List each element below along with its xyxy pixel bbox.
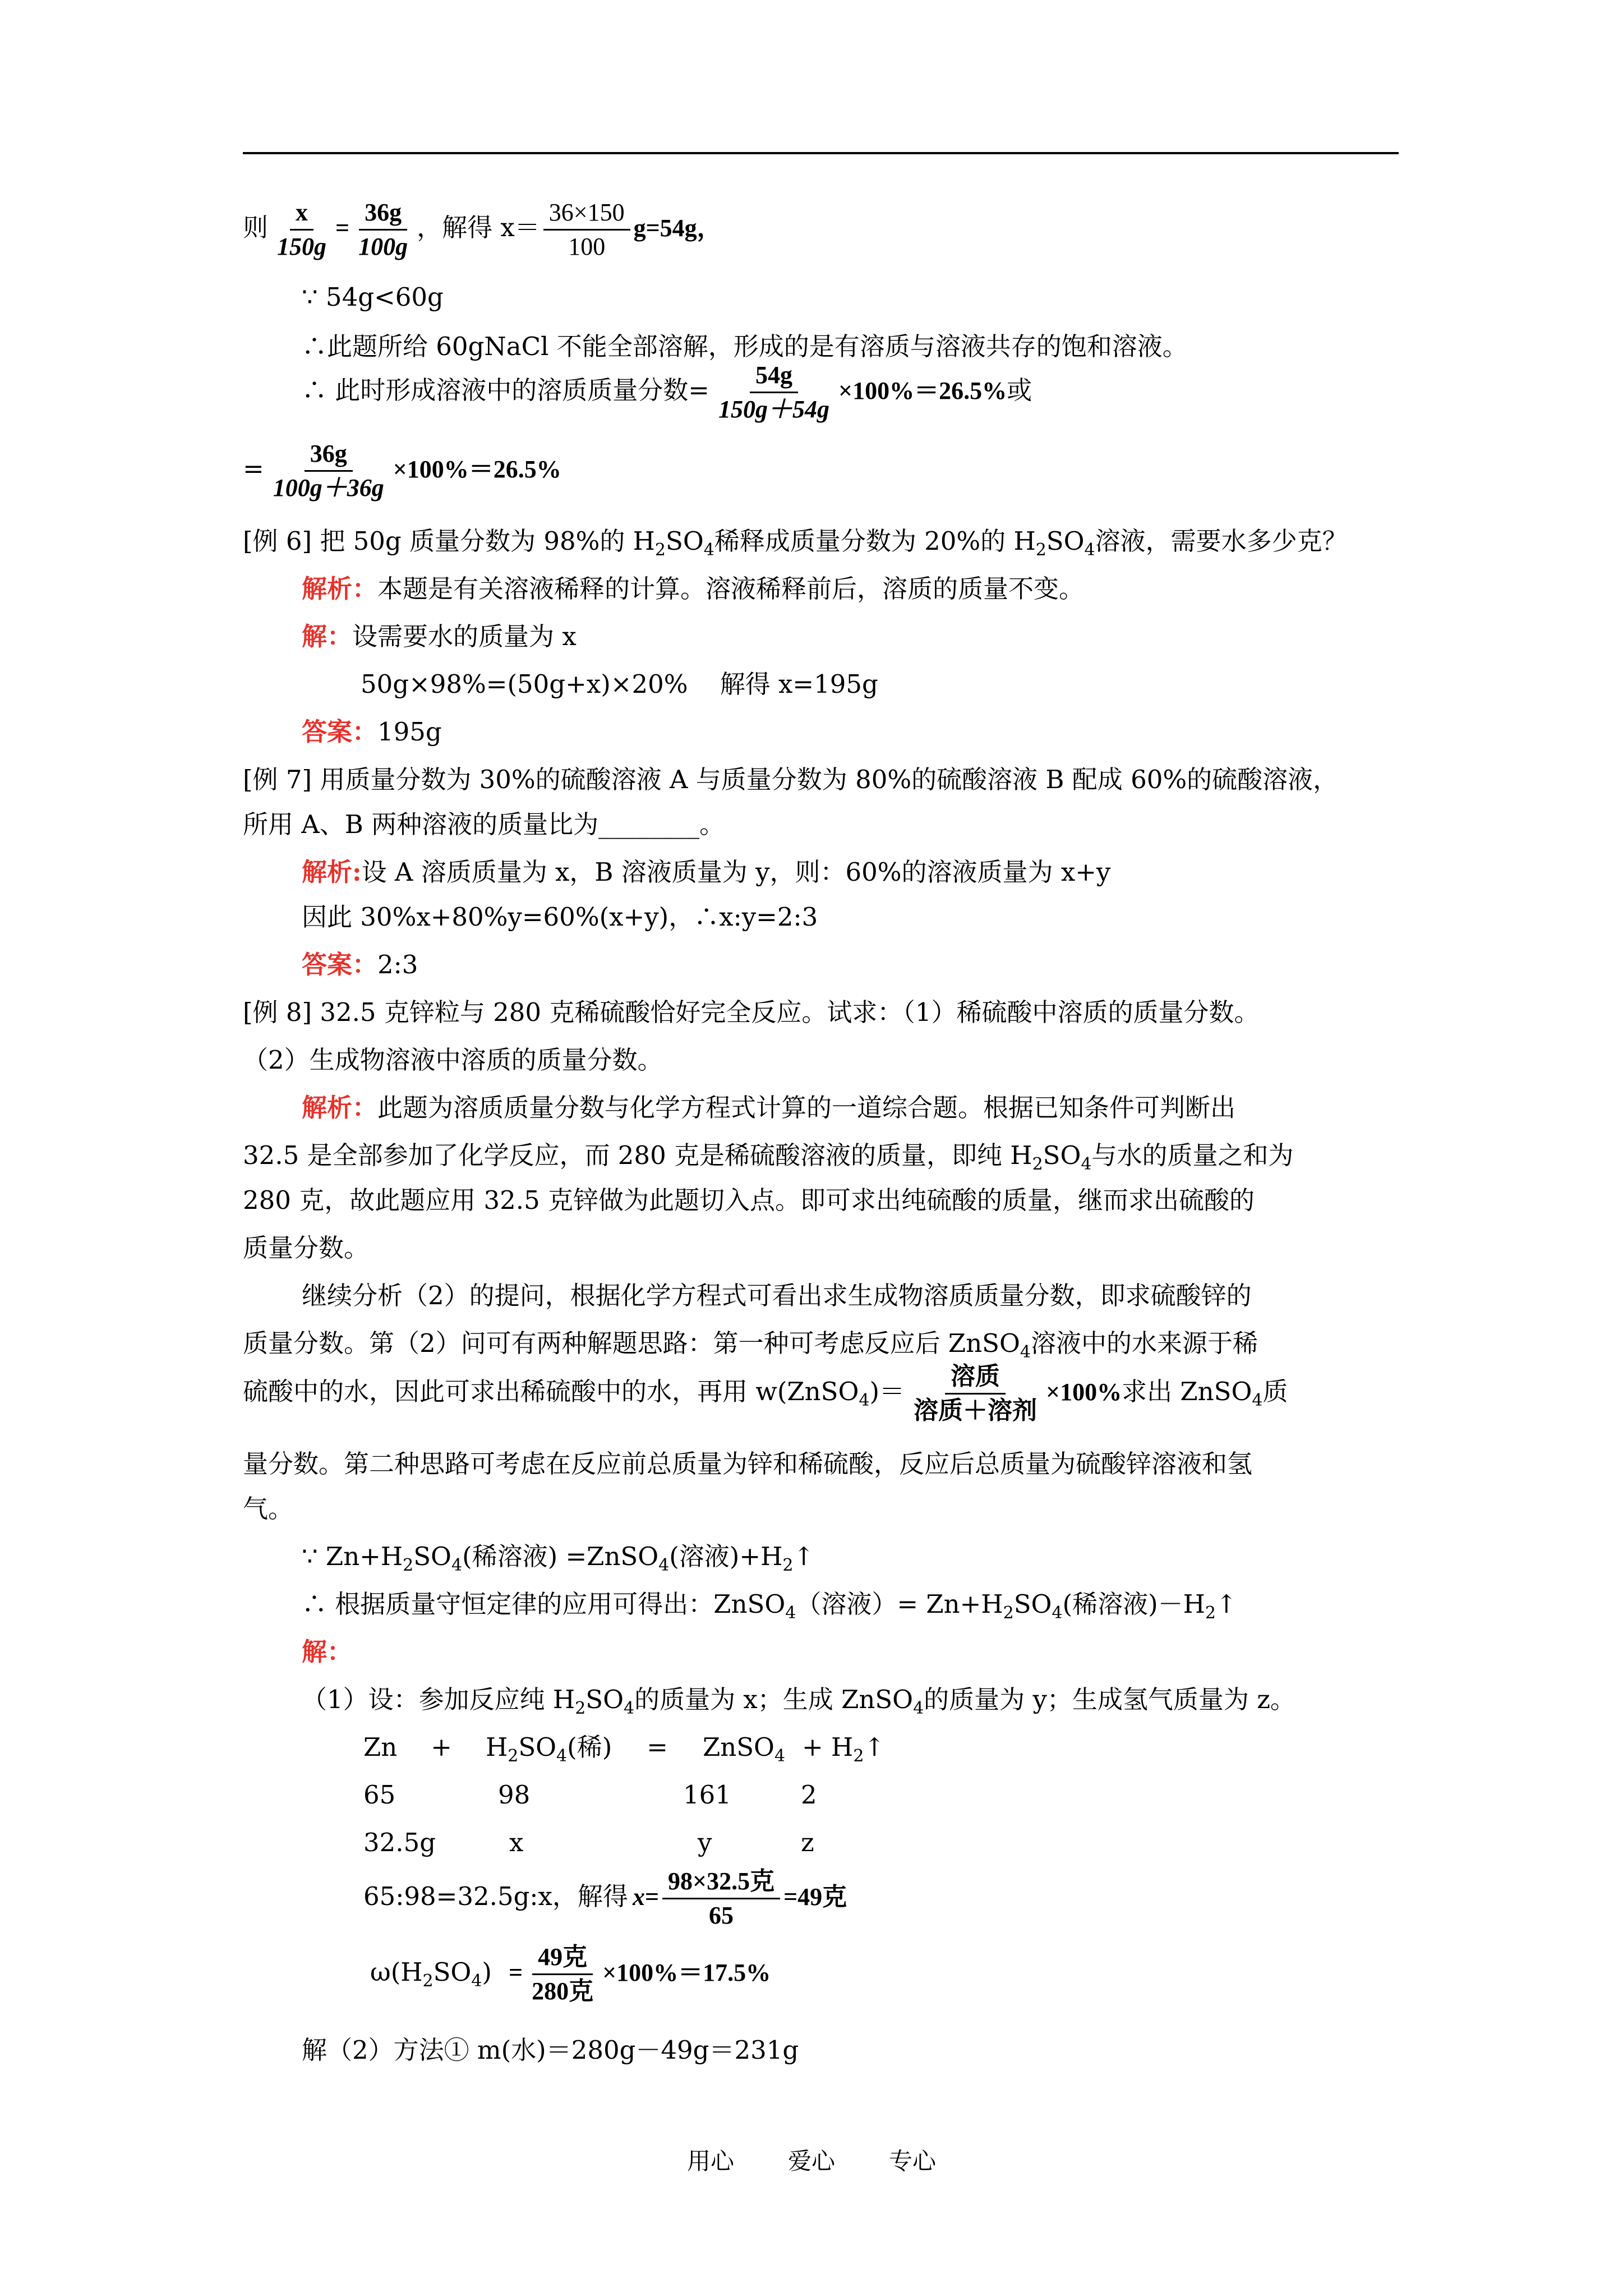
t: ↑ (864, 1732, 886, 1762)
t: （溶液）= Zn+H (796, 1589, 1003, 1619)
frac-num: 36g (305, 438, 353, 472)
ex8-method-1: 解（2）方法① m(水)＝280g－49g＝231g (302, 2035, 799, 2065)
t: ∴ 根据质量守恒定律的应用可得出：ZnSO (302, 1589, 786, 1619)
sub: 4 (471, 1971, 482, 1991)
line-because: ∵ 54g<60g (302, 282, 444, 312)
t: ) (482, 1957, 492, 1987)
frac-ratio (662, 1865, 780, 1932)
t: ×100% (1046, 1378, 1122, 1406)
t: （1）设：参加反应纯 H (302, 1685, 575, 1714)
t: 质量分数。第（2）问可有两种解题思路：第一种可考虑反应后 ZnSO (243, 1328, 1020, 1358)
text: 本题是有关溶液稀释的计算。溶液稀释前后，溶质的质量不变。 (377, 574, 1085, 604)
frac-solute (908, 1360, 1043, 1427)
sub: 4 (703, 540, 714, 560)
sub: 2 (654, 540, 666, 560)
t: z (801, 1828, 814, 1857)
frac-den: 65 (709, 1902, 734, 1929)
label-ans: 答案： (302, 717, 378, 747)
t: SO (433, 1957, 472, 1987)
t: + H (802, 1732, 854, 1762)
t: ZnSO (702, 1732, 774, 1762)
t: 32.5g (363, 1828, 436, 1857)
ex7-question-2: 所用 A、B 两种溶液的质量比为________。 (243, 809, 725, 839)
sub: 4 (1052, 1603, 1063, 1623)
sub: 4 (785, 1603, 796, 1623)
t: ↑ (1215, 1589, 1237, 1619)
ex8-analysis-7 (243, 1360, 1288, 1427)
ex8-question-1: [例 8] 32.5 克锌粒与 280 克稀硫酸恰好完全反应。试求：（1）稀硫酸中溶质的质量分数。 (243, 997, 1260, 1027)
ex8-analysis-5: 继续分析（2）的提问，根据化学方程式可看出求生成物溶质质量分数，即求硫酸锌的 (302, 1281, 1252, 1310)
t: SO (1046, 526, 1085, 556)
t: (稀) (567, 1732, 612, 1762)
line-fraction-x (243, 196, 722, 263)
sub: 2 (782, 1556, 794, 1575)
t: SO (413, 1542, 451, 1571)
sub: 4 (1252, 1391, 1263, 1410)
frac-num: 溶质 (945, 1360, 1006, 1395)
t: =49克 (783, 1883, 847, 1911)
frac-num: 36g (359, 196, 407, 231)
t: )＝ (869, 1377, 905, 1406)
frac-36g (268, 438, 390, 504)
text: 195g (377, 717, 442, 747)
t: x (632, 1883, 645, 1911)
label-jiexi: 解析： (302, 1093, 378, 1122)
sub: 4 (1084, 540, 1095, 560)
ex6-answer (302, 715, 442, 749)
t: [例 6] 把 50g 质量分数为 98%的 H (243, 526, 655, 556)
eq-sign: = (243, 454, 264, 484)
frac-den: 溶质＋溶剂 (914, 1397, 1038, 1424)
t: ω(H (370, 1957, 423, 1987)
line-mass-fraction (302, 359, 1032, 426)
sub: 2 (575, 1699, 586, 1718)
sub: 2 (1032, 1154, 1043, 1174)
eq-sign: = (335, 214, 350, 242)
sub: 2 (422, 1971, 434, 1991)
ex7-answer (302, 948, 418, 982)
ex6-equation: 50g×98%=(50g+x)×20% 解得 x=195g (361, 669, 878, 699)
frac-36x150-100 (543, 196, 630, 263)
t: 质 (1262, 1377, 1288, 1406)
ex8-ratio: 65:98=32.5g:x，解得 x= $\frac{\text{98×32.5克}}{65}$ =49克 (363, 1865, 847, 1932)
result-26-5: ×100%＝26.5% (838, 377, 1007, 404)
t: 的质量为 y；生成氢气质量为 z。 (924, 1685, 1295, 1714)
frac-num: 54g (750, 359, 798, 393)
t: SO (666, 526, 704, 556)
ex7-analysis (302, 855, 1110, 889)
result-54g: g=54g， (633, 214, 722, 242)
line-therefore-saturated: ∴此题所给 60gNaCl 不能全部溶解，形成的是有溶质与溶液共存的饱和溶液。 (302, 332, 1188, 361)
ex8-analysis-1 (302, 1091, 1235, 1125)
line-mass-fraction-alt (243, 438, 561, 504)
sub: 4 (1081, 1154, 1092, 1174)
sub: 4 (774, 1746, 786, 1766)
frac-den: 150g＋54g (718, 395, 830, 423)
sub: 4 (1020, 1342, 1031, 1362)
t: (溶液)+H (669, 1542, 783, 1571)
frac-den: 150g (277, 233, 327, 260)
sub: 2 (403, 1556, 414, 1575)
t: 98 (498, 1780, 531, 1810)
ex8-equation (363, 1731, 885, 1764)
t: ×100%＝17.5% (602, 1959, 771, 1986)
t: + (431, 1732, 452, 1762)
footer-item: 爱心 (787, 2147, 835, 2175)
t: Zn (363, 1732, 398, 1762)
ex7-question-1: [例 7] 用质量分数为 30%的硫酸溶液 A 与质量分数为 80%的硫酸溶液 B 配成 60%的硫酸溶液， (243, 765, 1339, 794)
sub: 4 (451, 1556, 463, 1575)
ex8-reaction (302, 1540, 814, 1573)
footer (0, 2143, 1623, 2177)
frac-36g-100g (353, 196, 413, 263)
t: ↑ (793, 1542, 815, 1571)
label-jiexi: 解析： (302, 574, 378, 604)
text: 设需要水的质量为 x (352, 622, 577, 651)
text-ze: 则 (243, 213, 269, 242)
ex8-analysis-3: 280 克，故此题应用 32.5 克锌做为此题切入点。即可求出纯硫酸的质量，继而求出硫酸的 (243, 1185, 1255, 1215)
header-rule (243, 152, 1399, 154)
t: 65 (363, 1780, 396, 1810)
text: 此题为溶质质量分数与化学方程式计算的一道综合题。根据已知条件可判断出 (377, 1093, 1236, 1122)
t: 32.5 是全部参加了化学反应，而 280 克是稀硫酸溶液的质量，即纯 H (243, 1140, 1032, 1170)
t: 与水的质量之和为 (1091, 1140, 1294, 1170)
t: x (509, 1828, 524, 1857)
sub: 2 (1205, 1603, 1216, 1623)
sub: 4 (624, 1699, 635, 1718)
ex8-setup (302, 1683, 1295, 1717)
frac-den: 100g＋36g (273, 474, 384, 501)
t: 65:98=32.5g:x，解得 (363, 1881, 628, 1911)
label-jie: 解： (302, 622, 353, 651)
sub: 2 (1003, 1603, 1014, 1623)
t: (稀溶液)－H (1062, 1589, 1205, 1619)
t: y (698, 1828, 712, 1857)
t: SO (585, 1685, 624, 1714)
t: SO (1013, 1589, 1052, 1619)
label-ans: 答案： (302, 950, 378, 979)
ex8-analysis-8: 量分数。第二种思路可考虑在反应前总质量为锌和稀硫酸，反应后总质量为硫酸锌溶液和氢 (243, 1449, 1253, 1479)
frac-omega (526, 1941, 599, 2008)
sub: 2 (853, 1746, 864, 1766)
frac-den: 100 (568, 233, 606, 260)
ex8-analysis-4: 质量分数。 (243, 1233, 370, 1263)
ex8-analysis-2 (243, 1139, 1294, 1172)
footer-item: 用心 (686, 2147, 734, 2175)
frac-54g (713, 359, 835, 426)
ex8-conservation (302, 1588, 1237, 1621)
t: SO (518, 1732, 557, 1762)
frac-num: 36×150 (543, 196, 630, 231)
t: 溶液，需要水多少克？ (1095, 526, 1348, 556)
ex8-analysis-9: 气。 (243, 1494, 294, 1524)
ex8-solution-label (302, 1635, 352, 1669)
frac-x-150g (271, 196, 332, 263)
frac-den: 100g (358, 233, 408, 260)
text-or: 或 (1007, 375, 1032, 405)
sub: 4 (859, 1391, 870, 1410)
ex7-line: 因此 30%x+80%y=60%(x+y)，∴x:y=2:3 (302, 902, 818, 932)
ex6-question (243, 524, 1348, 558)
frac-den: 280克 (532, 1977, 594, 2005)
ex8-omega: $\omega(H_2SO_4)$ = $\frac{\text{49克}}{\text{280克}}$ ×100%＝17.5% (370, 1941, 771, 2008)
t: SO (1043, 1140, 1081, 1170)
text-pre: ∴ 此时形成溶液中的溶质质量分数= (302, 375, 710, 405)
frac-num: x (290, 196, 313, 231)
sub: 4 (658, 1556, 670, 1575)
sub: 4 (556, 1746, 568, 1766)
t: ∵ Zn+H (302, 1542, 403, 1571)
text-jiede: ，解得 x＝ (417, 213, 540, 242)
sub: 4 (913, 1699, 924, 1718)
t: 溶液中的水来源于稀 (1031, 1328, 1258, 1358)
frac-num: 98×32.5克 (662, 1865, 780, 1899)
t: H (485, 1732, 508, 1762)
t: 的质量为 x；生成 ZnSO (634, 1685, 914, 1714)
label-jiexi: 解析: (302, 857, 362, 887)
t: 硫酸中的水，因此可求出稀硫酸中的水，再用 w(ZnSO (243, 1377, 859, 1406)
ex6-solution (302, 620, 577, 654)
ex8-analysis-6 (243, 1327, 1258, 1360)
sub: 2 (508, 1746, 519, 1766)
t: 2 (801, 1780, 817, 1810)
result-26-5: ×100%＝26.5% (393, 455, 561, 483)
sub: 2 (1035, 540, 1046, 560)
text: 设 A 溶质质量为 x，B 溶液质量为 y，则：60%的溶液质量为 x+y (361, 857, 1111, 887)
frac-num: 49克 (532, 1941, 593, 1975)
t: 稀释成质量分数为 20%的 H (714, 526, 1036, 556)
t: 161 (683, 1780, 731, 1810)
ex6-analysis (302, 572, 1084, 606)
t: 求出 ZnSO (1122, 1377, 1252, 1406)
footer-item: 专心 (889, 2147, 937, 2175)
t: = (647, 1732, 668, 1762)
ex8-question-2: （2）生成物溶液中溶质的质量分数。 (243, 1045, 663, 1075)
label-jie: 解： (302, 1637, 353, 1667)
text: 2:3 (377, 950, 418, 979)
t: (稀溶液) =ZnSO (462, 1542, 659, 1571)
